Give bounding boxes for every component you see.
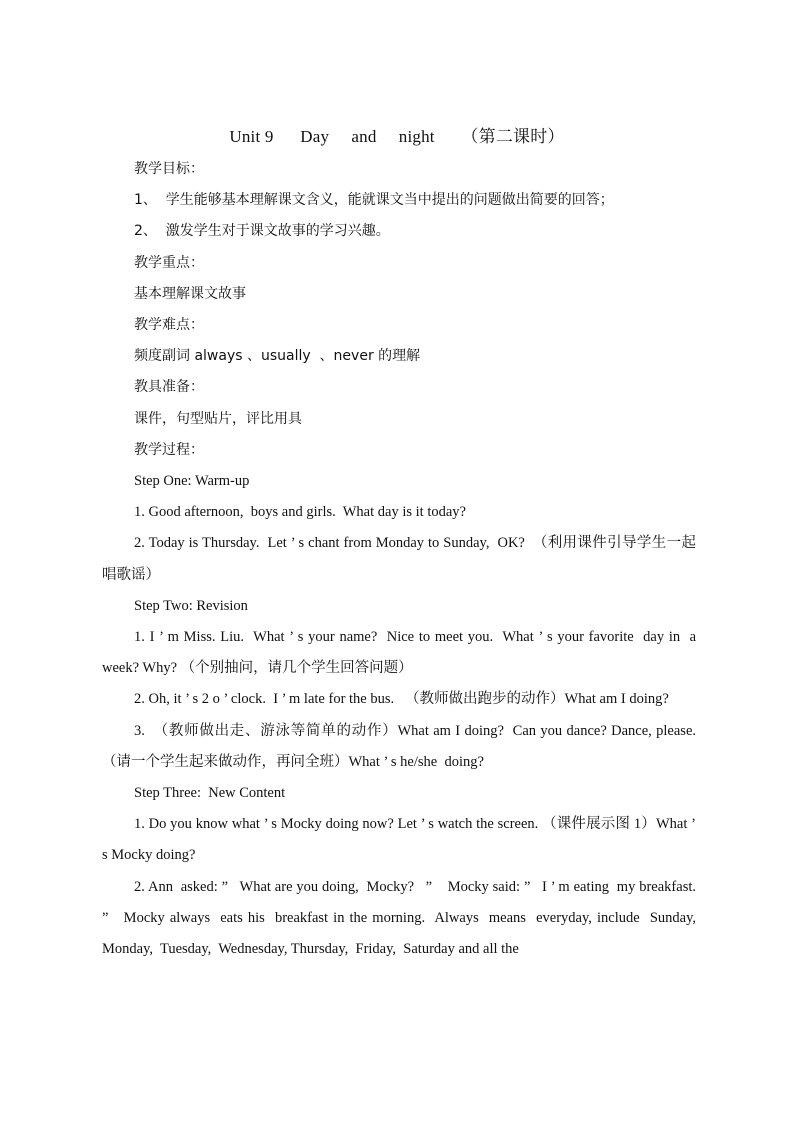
step-three-heading: Step Three: New Content (134, 785, 286, 802)
materials-text: 课件，句型贴片，评比用具 (134, 410, 302, 427)
heading-key-points: 教学重点： (134, 254, 204, 271)
step-one-item-2: 2. Today is Thursday. Let ’ s chant from Monday to Sunday, OK? （利用课件引导学生一起唱歌谣） (102, 535, 696, 583)
step-two-item-2: 2. Oh, it ’ s 2 o ’ clock. I ’ m late for the bus. （教师做出跑步的动作）What am I doing? (134, 691, 669, 708)
heading-objectives: 教学目标： (134, 161, 204, 177)
objective-1: 1、 学生能够基本理解课文含义，能就课文当中提出的问题做出简要的回答； (134, 192, 614, 209)
key-point-text: 基本理解课文故事 (134, 285, 246, 302)
objective-2: 2、 激发学生对于课文故事的学习兴趣。 (134, 223, 390, 240)
step-three-item-2: 2. Ann asked: ” What are you doing, Mocky? ” Mocky said: ” I ’ m eating my breakfast. ” Mocky always eats his breakfast in the morning. Always means everyday, include Sunday, Monday, Tuesday, Wednesday, Thursday, Friday, Saturday and all the (102, 878, 704, 958)
document-body (102, 154, 707, 965)
step-one-item-1: 1. Good afternoon, boys and girls. What day is it today? (134, 504, 466, 521)
step-two-item-3: 3. （教师做出走、游泳等简单的动作）What am I doing? Can you dance? Dance, please. （请一个学生起来做动作，再问全班）What ’ s he/she doing? (102, 722, 707, 770)
heading-difficulties: 教学难点： (134, 317, 204, 334)
difficulty-text: 频度副词 always 、usually 、never 的理解 (134, 348, 421, 365)
step-two-heading: Step Two: Revision (134, 597, 248, 614)
step-three-item-1: 1. Do you know what ’ s Mocky doing now? Let ’ s watch the screen. （课件展示图 1）What ’ s Mocky doing? (102, 816, 700, 864)
heading-materials: 教具准备： (134, 379, 204, 396)
document-title: Unit 9 Day and night （第二课时） (229, 127, 565, 146)
heading-process: 教学过程： (134, 441, 204, 458)
step-two-item-1: 1. I ’ m Miss. Liu. What ’ s your name? Nice to meet you. What ’ s your favorite day in a week? Why? （个别抽问，请几个学生回答问题） (102, 629, 700, 677)
step-one-heading: Step One: Warm-up (134, 473, 250, 490)
